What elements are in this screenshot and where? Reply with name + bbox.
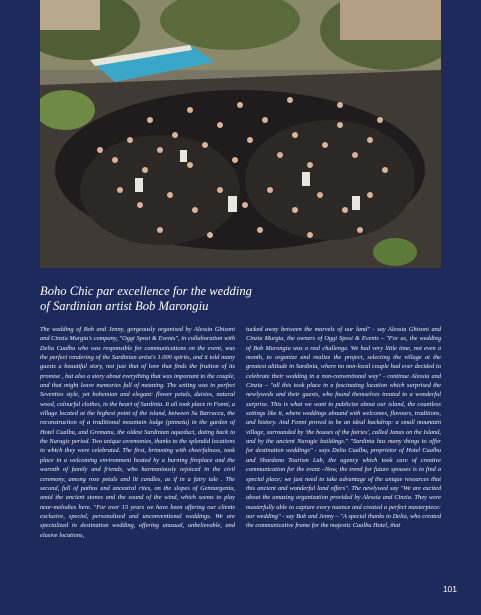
wedding-group-photo-illustration <box>40 0 441 268</box>
article-column-right: tucked away between the marvels of our land" - say Alessia Ghisoni and Cinzia Murgia, the owners of Oggi Sposi & Events – "For us, the wedding of Bob Marongiu was a real challenge. We had very little time, not even a month, to organize and realize the project, selecting the village at the greatest altitude in Sardinia, where no non-local couple had ever decided to celebrate their wedding in a non-conventional way" - continue Alessia and Cinzia – "all this took place in a fascinating location which surprised the newlyweds and their guests, who found themselves treated to a wonderful surprise. This is what we want to publicize about our island, the countless settings like it, where weddings abound with welcomes, flavours, traditions, and history. And Fonni proved to be an ideal backdrop: a small mountain village, surrounded by 'the houses of the fairies', called Janas on the Island, and by the ancient Nuragic buildings." "Sardinia has many things to offer for destination weddings" - says Delia Cualbu, proprietor of Hotel Cualbu and Shardana Tourism Lab, the agency which took care of creative communication for the event –Now, the trend for future spouses is to find a special place; we just need to take advantage of the unique resources that this ancient and wonderful land offers". The newlywed say "We are excited about the amazing organization provided by Alessia and Cinzia. They were masterfully able to capture every nuance and created a perfect masterpiece: our wedding" - say Bob and Jenny – "A special thanks to Delia, who created the communicative frame for the majestic Cualbu Hotel, that <box>246 326 441 530</box>
article-title <box>40 284 441 314</box>
article-title-line-2: of Sardinian artist Bob Marongiu <box>40 299 209 313</box>
article-column-left: The wedding of Bob and Jenny, gorgeously organised by Alessia Ghisoni and Cinzia Murgia's company, "Oggi Sposi & Events", in collaboration with Delia Cualbu who was responsible for communications on the event, was the perfect rendering of the Sardinian artist's 1.000 spirits, and it told many guests a beautiful story, not just that of love that finds the fruition of its promise , but also a story about everything that was important to the couple, and that might leave memories full of meaning. The setting was in perfect Seventies style, yet bohemian and elegant: flower petals, daisies, natural wood, colourful clothes, in the heart of Sardinia. It all took place in Fonni, a village located at the highest point of the island, between Su Barraccu, the reconstruction of a traditional mountain lodge (pinnetu) in the garden of Hotel Cualbu, and Gremanu, the oldest Sardinian aqueduct, dating back to the Nuragic period. Two unique ceremonies, thanks to the splendid locations in which they were celebrated. The first, brimming with cheerfulness, took place in a welcoming environment heated by a burning fireplace and the warmth of family and friends, who harmoniously rejoiced in the civil ceremony, among rose petals and lit candles, as if in a fairy tale . The second, full of pathos and ancestral rites, on the slopes of Gennargentu, amid the ancient stones and the sound of the wind, which seems to play near-melodies here. "For over 15 years we have been offering our clients exclusive, special, personalized and unconventional weddings. We are specialized in destination wedding, offering unusual, unbelievable, and elusive locations, <box>40 326 235 539</box>
wedding-group-photo <box>40 0 441 268</box>
page-number: 101 <box>442 584 457 594</box>
article-title-line-1: Boho Chic par excellence for the wedding <box>40 284 252 298</box>
article-body <box>40 325 441 590</box>
